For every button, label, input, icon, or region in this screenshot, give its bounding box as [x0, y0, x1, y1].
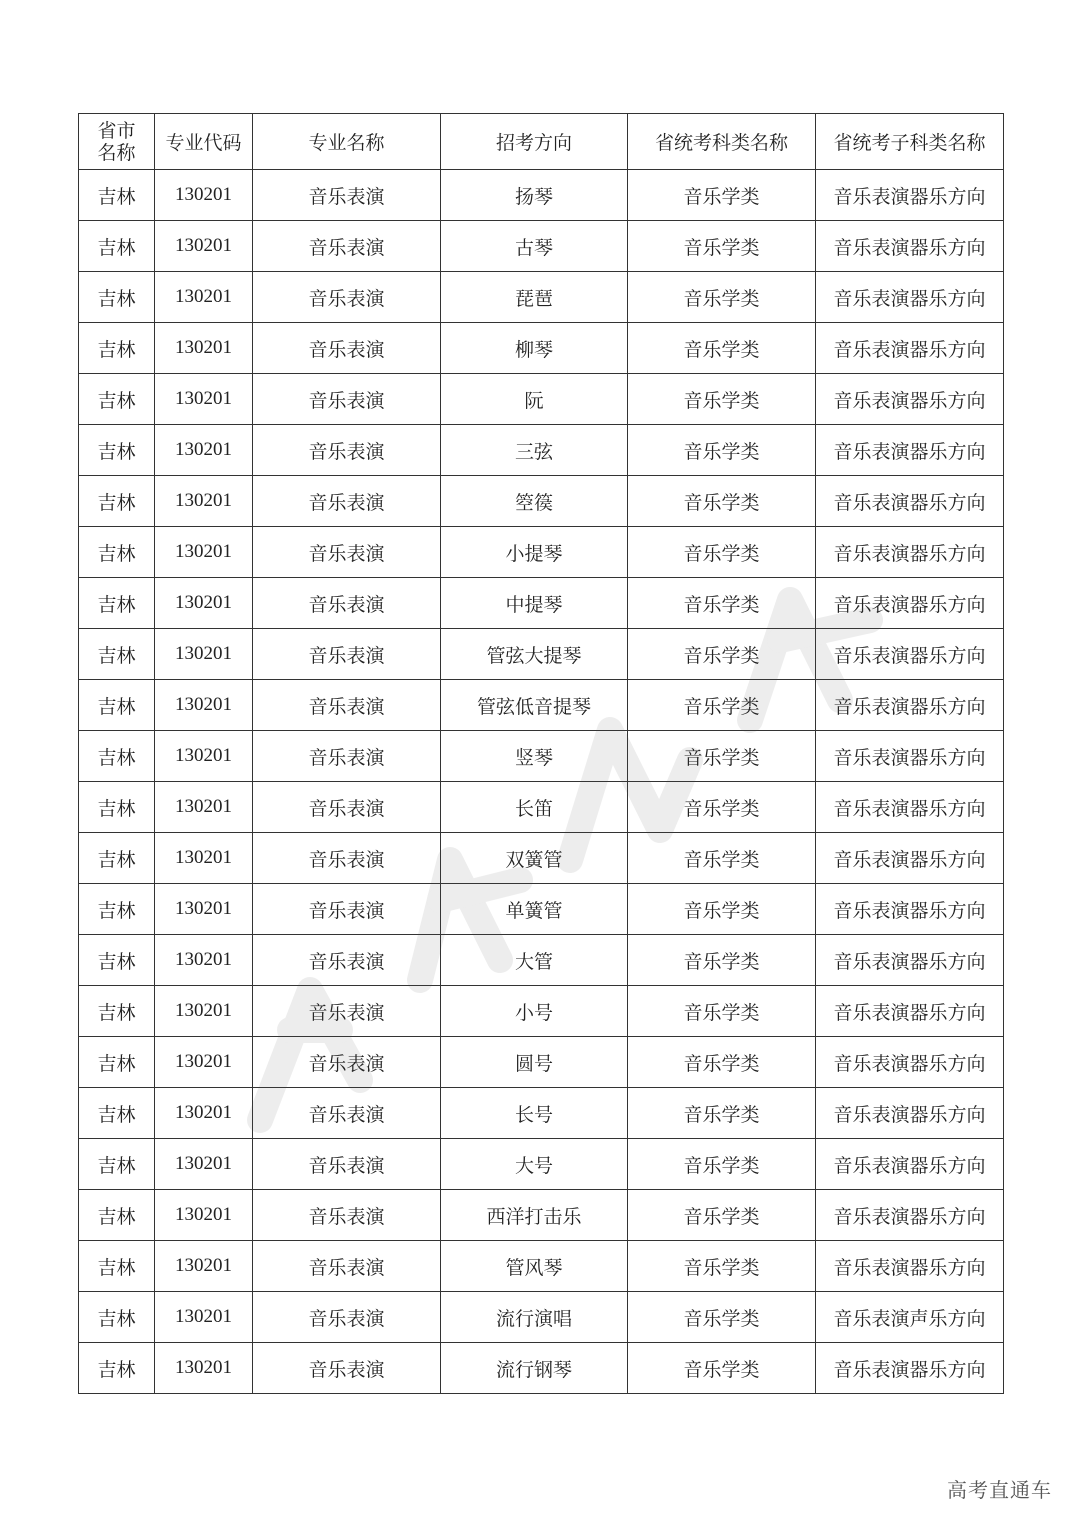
cell-category: 音乐学类: [628, 680, 816, 731]
cell-category: 音乐学类: [628, 425, 816, 476]
table-row: [79, 1241, 1004, 1292]
cell-major: 音乐表演: [253, 221, 441, 272]
cell-major: 音乐表演: [253, 1088, 441, 1139]
table-row: [79, 731, 1004, 782]
cell-subcategory: 音乐表演器乐方向: [816, 1241, 1004, 1292]
cell-province: 吉林: [79, 272, 155, 323]
table-row: [79, 1037, 1004, 1088]
cell-major: 音乐表演: [253, 476, 441, 527]
cell-province: 吉林: [79, 323, 155, 374]
header-direction: 招考方向: [441, 114, 628, 170]
cell-province: 吉林: [79, 986, 155, 1037]
cell-category: 音乐学类: [628, 629, 816, 680]
cell-province: 吉林: [79, 476, 155, 527]
cell-major: 音乐表演: [253, 986, 441, 1037]
cell-code: 130201: [155, 527, 253, 578]
cell-province: 吉林: [79, 884, 155, 935]
cell-province: 吉林: [79, 374, 155, 425]
table-body: [79, 170, 1004, 1394]
cell-code: 130201: [155, 1241, 253, 1292]
cell-major: 音乐表演: [253, 425, 441, 476]
cell-category: 音乐学类: [628, 1139, 816, 1190]
table-row: [79, 629, 1004, 680]
cell-province: 吉林: [79, 1037, 155, 1088]
table-row: [79, 833, 1004, 884]
cell-direction: 三弦: [441, 425, 628, 476]
header-major: 专业名称: [253, 114, 441, 170]
cell-direction: 管弦低音提琴: [441, 680, 628, 731]
cell-major: 音乐表演: [253, 272, 441, 323]
table-row: [79, 170, 1004, 221]
cell-code: 130201: [155, 221, 253, 272]
cell-category: 音乐学类: [628, 476, 816, 527]
document-table-container: [78, 113, 1003, 1394]
cell-province: 吉林: [79, 782, 155, 833]
cell-direction: 扬琴: [441, 170, 628, 221]
cell-direction: 单簧管: [441, 884, 628, 935]
cell-subcategory: 音乐表演器乐方向: [816, 833, 1004, 884]
cell-subcategory: 音乐表演器乐方向: [816, 323, 1004, 374]
table-row: [79, 425, 1004, 476]
table-row: [79, 986, 1004, 1037]
cell-province: 吉林: [79, 170, 155, 221]
cell-major: 音乐表演: [253, 170, 441, 221]
cell-code: 130201: [155, 272, 253, 323]
table-row: [79, 1088, 1004, 1139]
cell-province: 吉林: [79, 1343, 155, 1394]
table-row: [79, 935, 1004, 986]
cell-code: 130201: [155, 833, 253, 884]
cell-province: 吉林: [79, 1139, 155, 1190]
cell-major: 音乐表演: [253, 1343, 441, 1394]
cell-province: 吉林: [79, 527, 155, 578]
cell-direction: 琵琶: [441, 272, 628, 323]
cell-subcategory: 音乐表演器乐方向: [816, 272, 1004, 323]
cell-direction: 流行演唱: [441, 1292, 628, 1343]
cell-subcategory: 音乐表演器乐方向: [816, 1139, 1004, 1190]
cell-direction: 阮: [441, 374, 628, 425]
cell-major: 音乐表演: [253, 1037, 441, 1088]
cell-category: 音乐学类: [628, 1088, 816, 1139]
cell-direction: 小号: [441, 986, 628, 1037]
cell-subcategory: 音乐表演器乐方向: [816, 782, 1004, 833]
cell-province: 吉林: [79, 1190, 155, 1241]
cell-code: 130201: [155, 1037, 253, 1088]
cell-major: 音乐表演: [253, 731, 441, 782]
cell-direction: 竖琴: [441, 731, 628, 782]
cell-category: 音乐学类: [628, 935, 816, 986]
cell-province: 吉林: [79, 425, 155, 476]
cell-subcategory: 音乐表演器乐方向: [816, 1343, 1004, 1394]
cell-province: 吉林: [79, 1088, 155, 1139]
table-row: [79, 782, 1004, 833]
cell-major: 音乐表演: [253, 1139, 441, 1190]
cell-code: 130201: [155, 170, 253, 221]
cell-direction: 古琴: [441, 221, 628, 272]
cell-province: 吉林: [79, 935, 155, 986]
cell-direction: 双簧管: [441, 833, 628, 884]
cell-subcategory: 音乐表演器乐方向: [816, 1088, 1004, 1139]
cell-code: 130201: [155, 782, 253, 833]
cell-direction: 管风琴: [441, 1241, 628, 1292]
cell-code: 130201: [155, 1343, 253, 1394]
header-province-line2: 名称: [97, 141, 136, 164]
cell-category: 音乐学类: [628, 1343, 816, 1394]
cell-code: 130201: [155, 476, 253, 527]
header-subcategory: 省统考子科类名称: [816, 114, 1004, 170]
cell-code: 130201: [155, 1088, 253, 1139]
cell-subcategory: 音乐表演器乐方向: [816, 680, 1004, 731]
cell-category: 音乐学类: [628, 884, 816, 935]
cell-subcategory: 音乐表演器乐方向: [816, 425, 1004, 476]
cell-major: 音乐表演: [253, 782, 441, 833]
cell-direction: 圆号: [441, 1037, 628, 1088]
table-row: [79, 1190, 1004, 1241]
cell-major: 音乐表演: [253, 323, 441, 374]
major-table: [78, 113, 1004, 1394]
table-row: [79, 1292, 1004, 1343]
cell-code: 130201: [155, 323, 253, 374]
cell-subcategory: 音乐表演器乐方向: [816, 221, 1004, 272]
cell-direction: 长号: [441, 1088, 628, 1139]
table-row: [79, 680, 1004, 731]
cell-code: 130201: [155, 731, 253, 782]
cell-direction: 中提琴: [441, 578, 628, 629]
cell-subcategory: 音乐表演器乐方向: [816, 935, 1004, 986]
cell-major: 音乐表演: [253, 680, 441, 731]
cell-category: 音乐学类: [628, 833, 816, 884]
cell-major: 音乐表演: [253, 629, 441, 680]
cell-category: 音乐学类: [628, 986, 816, 1037]
cell-subcategory: 音乐表演器乐方向: [816, 527, 1004, 578]
cell-category: 音乐学类: [628, 170, 816, 221]
cell-direction: 小提琴: [441, 527, 628, 578]
cell-direction: 箜篌: [441, 476, 628, 527]
cell-major: 音乐表演: [253, 527, 441, 578]
cell-code: 130201: [155, 1190, 253, 1241]
cell-province: 吉林: [79, 221, 155, 272]
cell-subcategory: 音乐表演器乐方向: [816, 170, 1004, 221]
cell-category: 音乐学类: [628, 578, 816, 629]
table-row: [79, 884, 1004, 935]
cell-major: 音乐表演: [253, 374, 441, 425]
cell-code: 130201: [155, 1292, 253, 1343]
cell-subcategory: 音乐表演器乐方向: [816, 731, 1004, 782]
header-code: 专业代码: [155, 114, 253, 170]
cell-category: 音乐学类: [628, 272, 816, 323]
cell-category: 音乐学类: [628, 374, 816, 425]
cell-major: 音乐表演: [253, 1241, 441, 1292]
cell-subcategory: 音乐表演器乐方向: [816, 476, 1004, 527]
cell-province: 吉林: [79, 833, 155, 884]
cell-subcategory: 音乐表演器乐方向: [816, 629, 1004, 680]
table-row: [79, 527, 1004, 578]
cell-code: 130201: [155, 578, 253, 629]
table-row: [79, 374, 1004, 425]
cell-code: 130201: [155, 629, 253, 680]
cell-category: 音乐学类: [628, 221, 816, 272]
cell-direction: 西洋打击乐: [441, 1190, 628, 1241]
table-row: [79, 476, 1004, 527]
table-row: [79, 272, 1004, 323]
cell-subcategory: 音乐表演器乐方向: [816, 578, 1004, 629]
cell-category: 音乐学类: [628, 1037, 816, 1088]
cell-province: 吉林: [79, 1292, 155, 1343]
cell-province: 吉林: [79, 629, 155, 680]
cell-major: 音乐表演: [253, 935, 441, 986]
cell-category: 音乐学类: [628, 1190, 816, 1241]
cell-code: 130201: [155, 986, 253, 1037]
cell-category: 音乐学类: [628, 731, 816, 782]
cell-category: 音乐学类: [628, 782, 816, 833]
cell-major: 音乐表演: [253, 833, 441, 884]
header-province: [79, 114, 155, 170]
header-province-line1: 省市: [97, 119, 136, 142]
table-row: [79, 323, 1004, 374]
cell-direction: 柳琴: [441, 323, 628, 374]
cell-category: 音乐学类: [628, 1292, 816, 1343]
cell-direction: 大号: [441, 1139, 628, 1190]
cell-province: 吉林: [79, 731, 155, 782]
cell-code: 130201: [155, 374, 253, 425]
cell-subcategory: 音乐表演器乐方向: [816, 884, 1004, 935]
table-row: [79, 221, 1004, 272]
cell-direction: 流行钢琴: [441, 1343, 628, 1394]
cell-category: 音乐学类: [628, 527, 816, 578]
table-row: [79, 1343, 1004, 1394]
cell-category: 音乐学类: [628, 323, 816, 374]
cell-province: 吉林: [79, 680, 155, 731]
header-category: 省统考科类名称: [628, 114, 816, 170]
table-row: [79, 1139, 1004, 1190]
cell-category: 音乐学类: [628, 1241, 816, 1292]
cell-code: 130201: [155, 1139, 253, 1190]
cell-code: 130201: [155, 680, 253, 731]
cell-code: 130201: [155, 884, 253, 935]
table-row: [79, 578, 1004, 629]
cell-direction: 大管: [441, 935, 628, 986]
cell-code: 130201: [155, 935, 253, 986]
cell-direction: 长笛: [441, 782, 628, 833]
cell-subcategory: 音乐表演器乐方向: [816, 1037, 1004, 1088]
cell-subcategory: 音乐表演声乐方向: [816, 1292, 1004, 1343]
footer-source-label: 高考直通车: [947, 1478, 1052, 1502]
cell-subcategory: 音乐表演器乐方向: [816, 1190, 1004, 1241]
cell-province: 吉林: [79, 578, 155, 629]
cell-subcategory: 音乐表演器乐方向: [816, 374, 1004, 425]
cell-major: 音乐表演: [253, 578, 441, 629]
cell-major: 音乐表演: [253, 1190, 441, 1241]
cell-direction: 管弦大提琴: [441, 629, 628, 680]
cell-code: 130201: [155, 425, 253, 476]
cell-major: 音乐表演: [253, 884, 441, 935]
cell-province: 吉林: [79, 1241, 155, 1292]
table-header-row: [79, 114, 1004, 170]
cell-subcategory: 音乐表演器乐方向: [816, 986, 1004, 1037]
cell-major: 音乐表演: [253, 1292, 441, 1343]
